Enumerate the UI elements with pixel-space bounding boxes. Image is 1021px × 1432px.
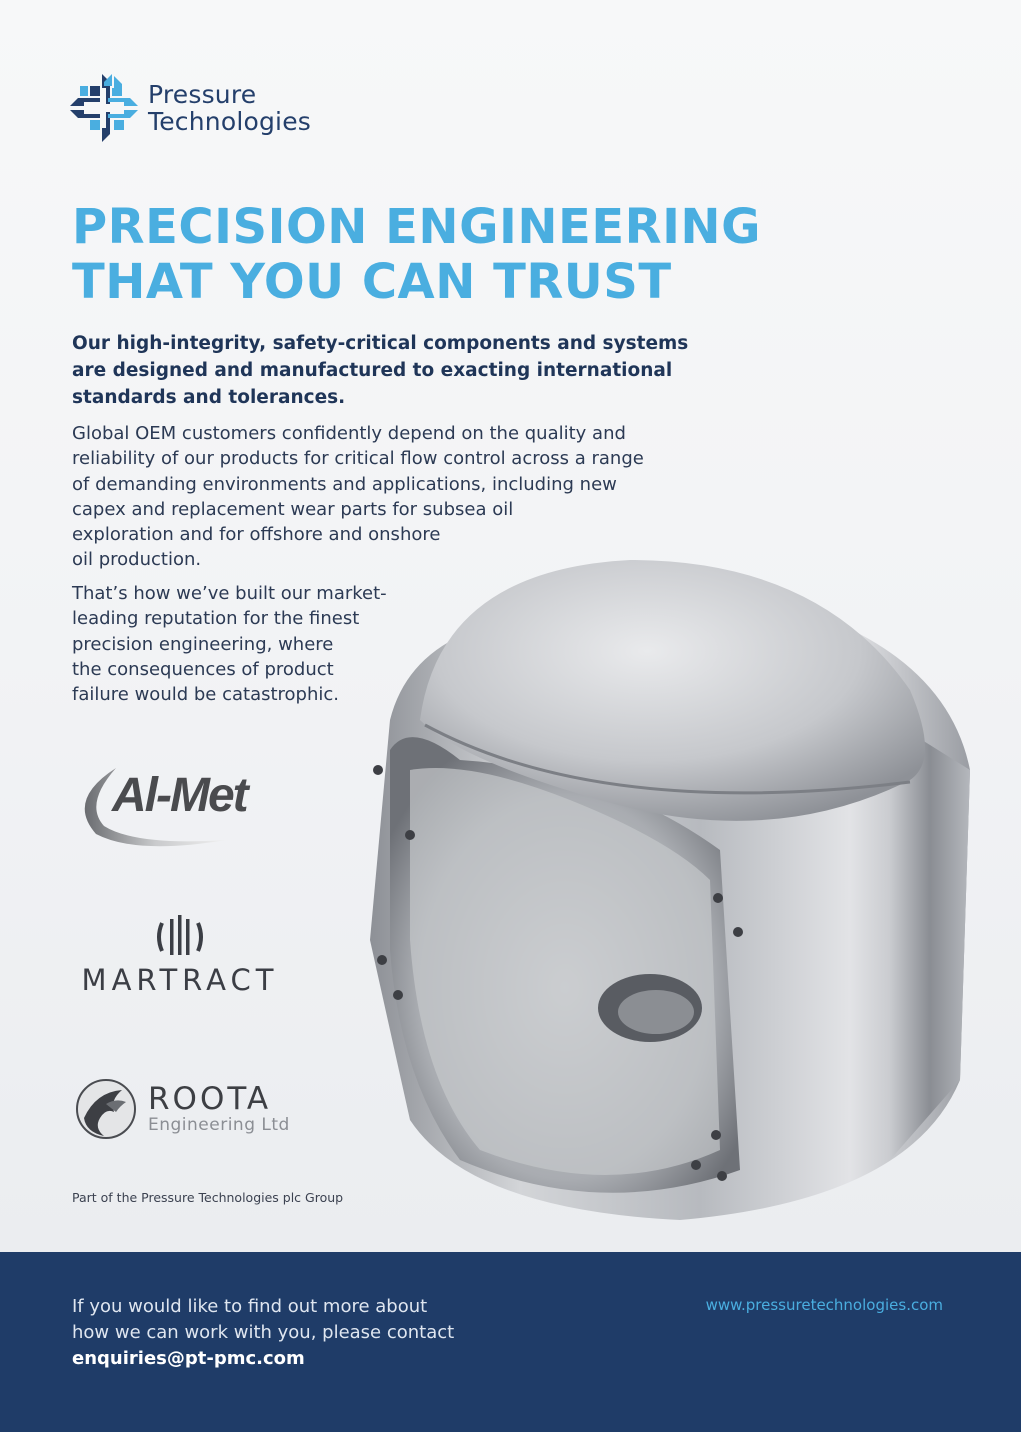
body1-line: reliability of our products for critical flow control across a range [72,448,644,470]
martract-wordmark: MARTRACT [81,963,279,997]
brand-line-1: Pressure [148,80,257,109]
roota-wordmark [148,1080,290,1135]
body2-line: failure would be catastrophic. [72,684,340,706]
headline-line-2: THAT YOU CAN TRUST [72,254,672,310]
roota-subtitle: Engineering Ltd [148,1114,290,1135]
contact-line-1: If you would like to find out more about [72,1296,428,1317]
body-paragraph-2 [72,581,387,707]
roota-name: ROOTA [148,1080,272,1117]
group-note: Part of the Pressure Technologies plc Group [72,1190,344,1205]
martract-logo [80,915,280,997]
headline-line-1: PRECISION ENGINEERING [72,199,761,255]
pressure-technologies-wordmark [148,81,311,135]
website-link[interactable]: www.pressuretechnologies.com [705,1296,943,1314]
pressure-technologies-logo [70,74,311,142]
body1-line: oil production. [72,549,202,571]
body1-line: Global OEM customers confidently depend on the quality and [72,423,626,444]
roota-bird-icon [76,1078,136,1140]
body2-line: leading reputation for the finest [72,608,360,630]
brand-line-2: Technologies [148,107,311,136]
roota-logo [76,1078,290,1140]
body2-line: precision engineering, where [72,633,334,655]
almet-wordmark: Al-Met [112,769,247,822]
footer-contact [72,1294,454,1372]
lead-paragraph: Our high-integrity, safety-critical components and systems are designed and manufactured to exacting international standards and tolerances. [72,333,689,408]
body1-line: capex and replacement wear parts for subsea oil [72,498,514,520]
body1-line: exploration and for offshore and onshore [72,524,441,546]
contact-line-2: how we can work with you, please contact [72,1322,455,1343]
email-link[interactable]: enquiries@pt-pmc.com [72,1348,305,1369]
footer-bar [0,1252,1021,1432]
body1-line: of demanding environments and applications, including new [72,473,617,495]
martract-mark-icon [156,915,204,959]
headline [72,200,761,310]
almet-logo [76,760,286,855]
body2-line: the consequences of product [72,658,334,680]
valve-ball-image [350,520,990,1240]
body2-line: That’s how we’ve built our market- [72,583,387,604]
pressure-technologies-mark-icon [70,74,138,142]
